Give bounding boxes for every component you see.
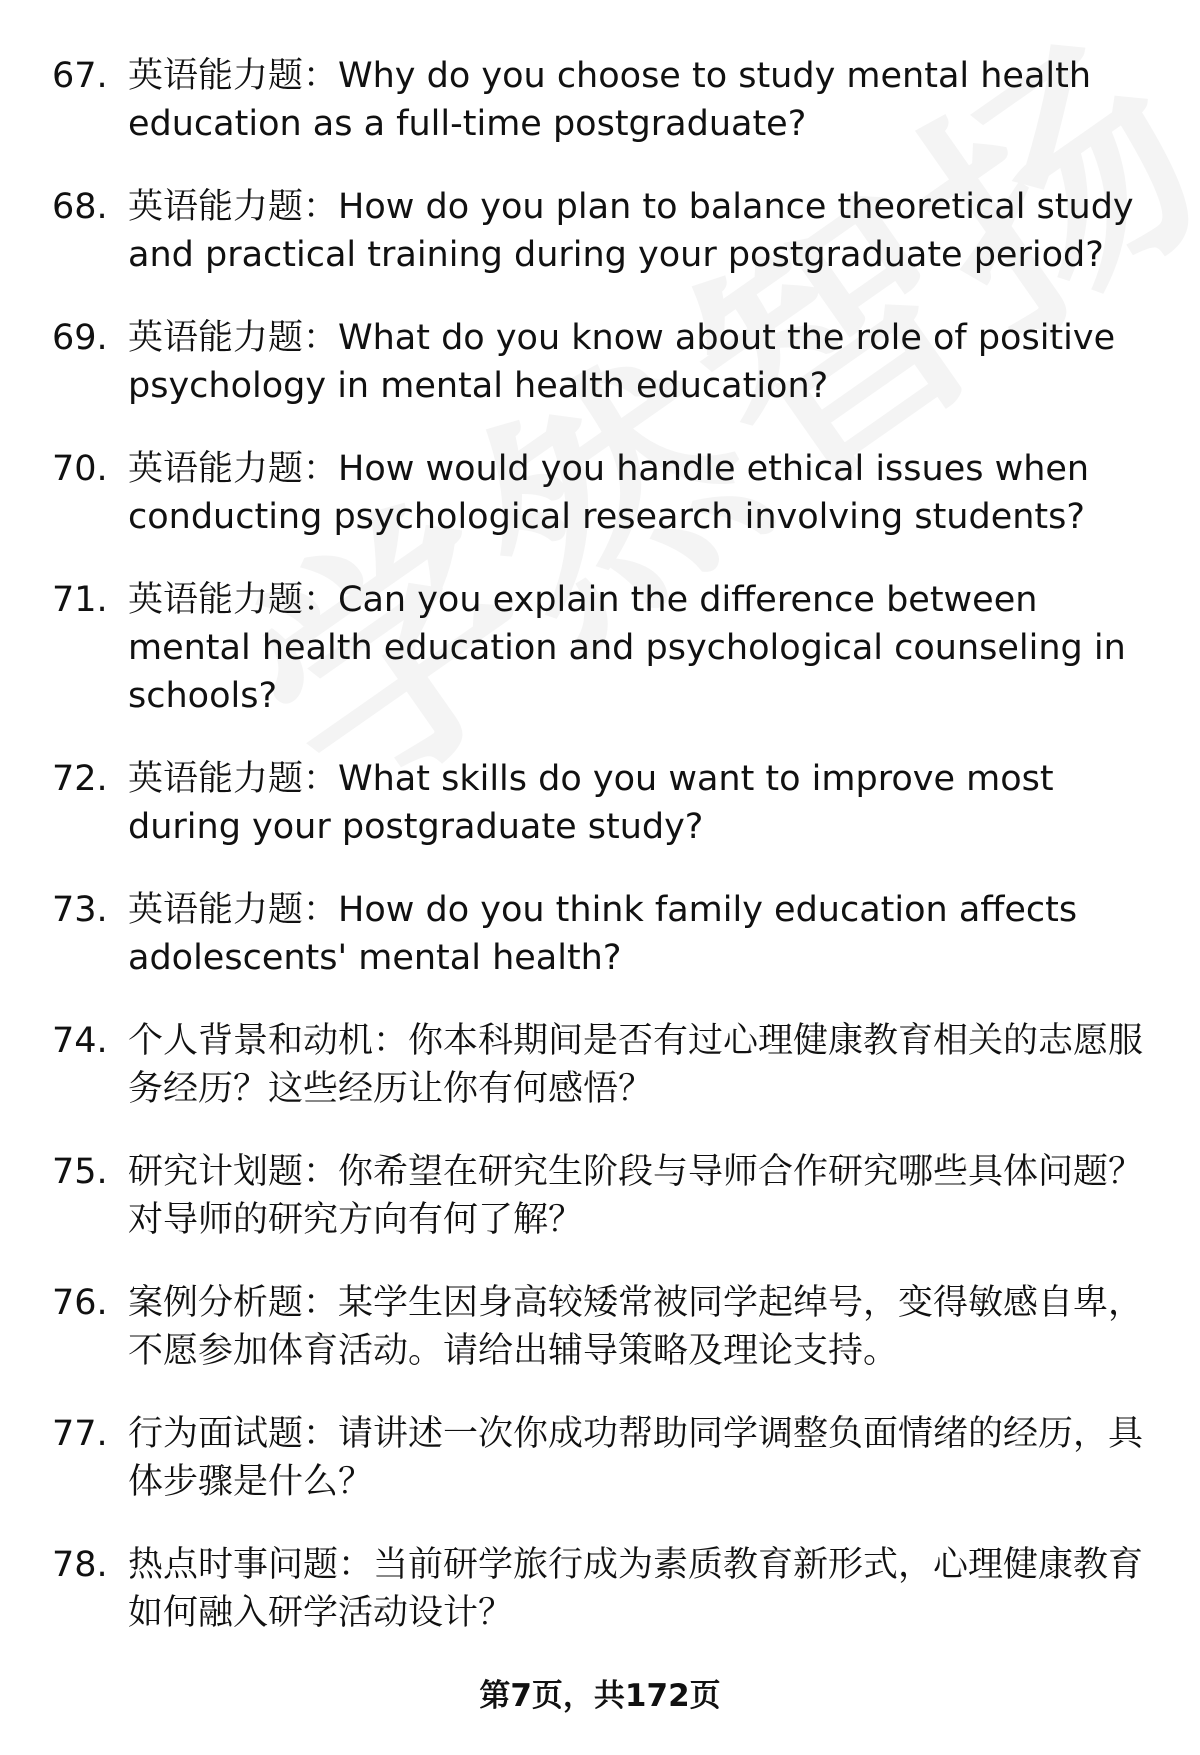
question-item — [0, 1017, 1200, 1113]
question-list — [0, 52, 1200, 1672]
question-number: 76. — [52, 1283, 108, 1323]
question-number: 71. — [52, 580, 108, 620]
question-item — [0, 1410, 1200, 1506]
question-item — [0, 445, 1200, 541]
question-text: 个人背景和动机：你本科期间是否有过心理健康教育相关的志愿服务经历？这些经历让你有何感悟？ — [128, 1021, 1144, 1109]
question-text: 案例分析题：某学生因身高较矮常被同学起绰号，变得敏感自卑，不愿参加体育活动。请给出辅导策略及理论支持。 — [128, 1283, 1144, 1371]
question-number: 70. — [52, 449, 108, 489]
question-item — [0, 1541, 1200, 1637]
question-number: 67. — [52, 56, 108, 96]
question-text: 英语能力题：What skills do you want to improve most during your postgraduate study? — [128, 759, 1054, 847]
question-item — [0, 576, 1200, 720]
question-number: 73. — [52, 890, 108, 930]
question-item — [0, 1148, 1200, 1244]
question-item — [0, 314, 1200, 410]
question-number: 69. — [52, 318, 108, 358]
question-text: 热点时事问题：当前研学旅行成为素质教育新形式，心理健康教育如何融入研学活动设计？ — [128, 1545, 1144, 1633]
question-number: 74. — [52, 1021, 108, 1061]
question-text: 英语能力题：Why do you choose to study mental health education as a full-time postgraduate? — [128, 56, 1092, 144]
question-text: 英语能力题：What do you know about the role of positive psychology in mental health education? — [128, 318, 1116, 406]
question-text: 英语能力题：How would you handle ethical issues when conducting psychological research involving students? — [128, 449, 1090, 537]
question-text: 行为面试题：请讲述一次你成功帮助同学调整负面情绪的经历，具体步骤是什么？ — [128, 1414, 1144, 1502]
question-item — [0, 52, 1200, 148]
question-number: 72. — [52, 759, 108, 799]
question-number: 68. — [52, 187, 108, 227]
question-item — [0, 183, 1200, 279]
question-text: 英语能力题：Can you explain the difference between mental health education and psychological counseling in schools? — [128, 580, 1126, 716]
question-item — [0, 1279, 1200, 1375]
question-number: 77. — [52, 1414, 108, 1454]
page-number-label: 第7页，共172页 — [479, 1678, 721, 1714]
question-number: 78. — [52, 1545, 108, 1585]
question-item — [0, 755, 1200, 851]
page-footer — [0, 1676, 1200, 1716]
question-number: 75. — [52, 1152, 108, 1192]
question-text: 英语能力题：How do you think family education affects adolescents' mental health? — [128, 890, 1078, 978]
question-item — [0, 886, 1200, 982]
question-text: 英语能力题：How do you plan to balance theoretical study and practical training during your postgraduate period? — [128, 187, 1134, 275]
question-text: 研究计划题：你希望在研究生阶段与导师合作研究哪些具体问题？对导师的研究方向有何了解？ — [128, 1152, 1144, 1240]
